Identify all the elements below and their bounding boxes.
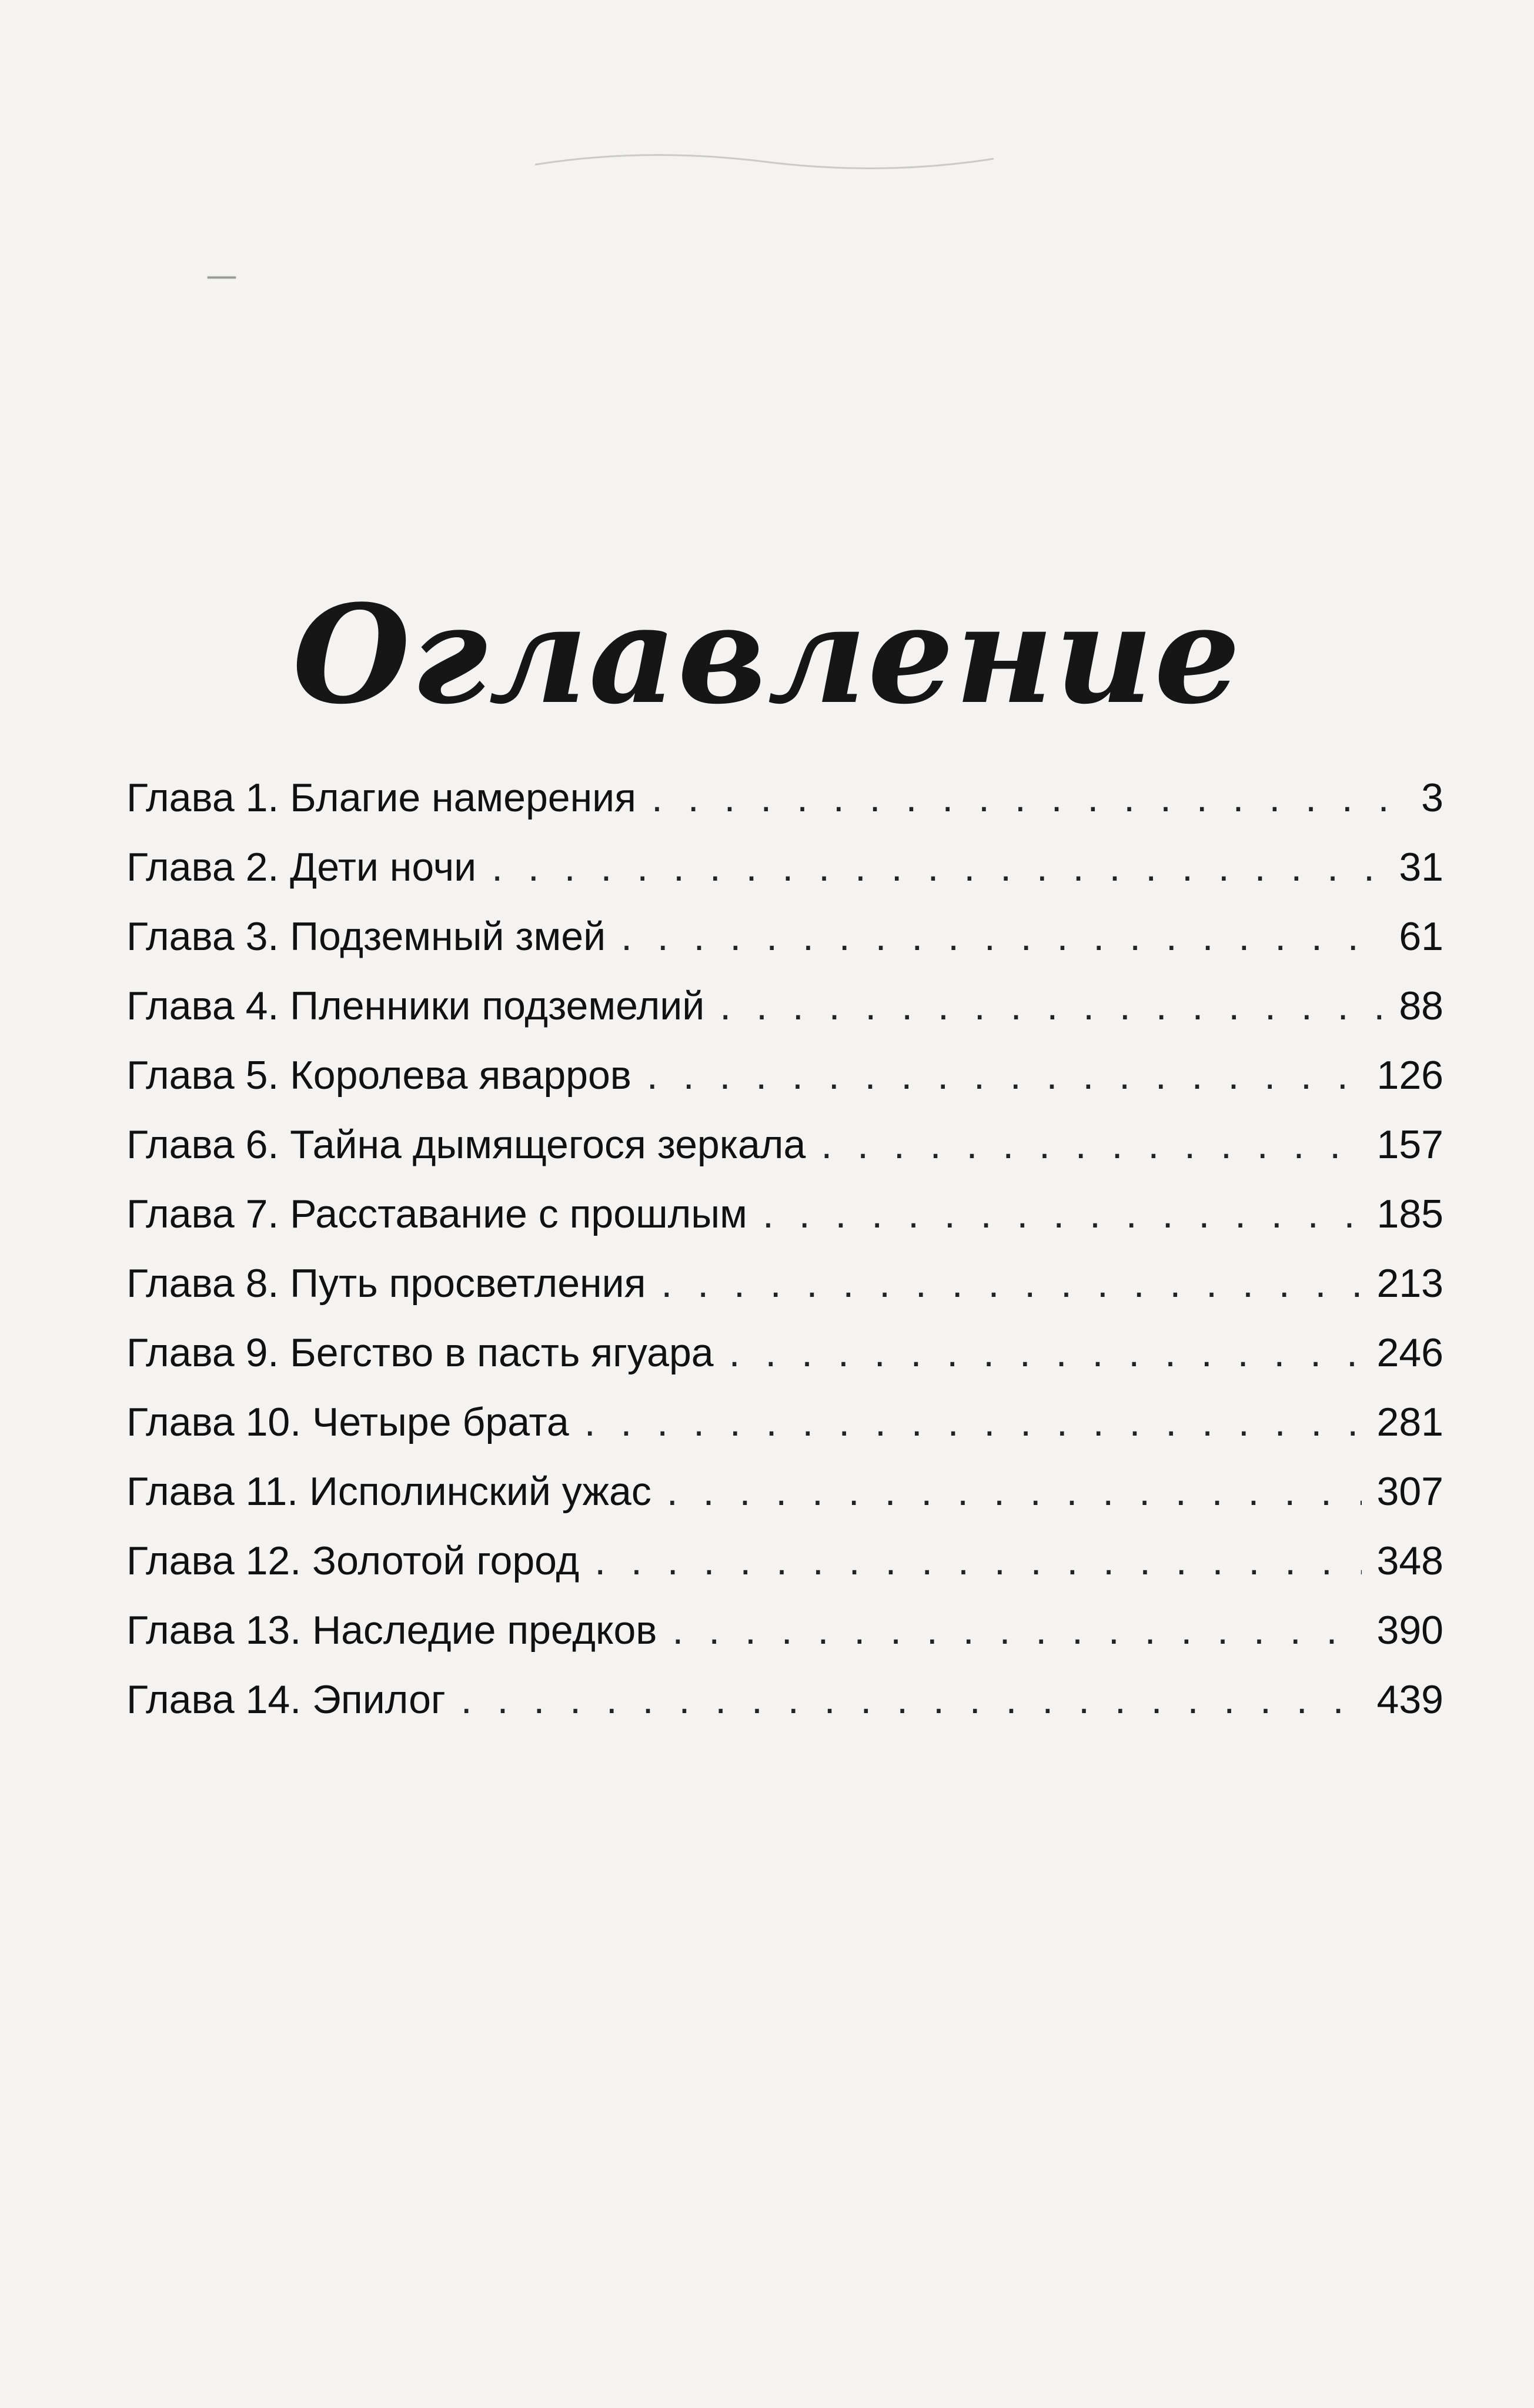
toc-entry[interactable] xyxy=(126,914,1443,983)
toc-page-number: 126 xyxy=(1376,1053,1443,1098)
dot-leader xyxy=(729,1330,1362,1376)
toc-entry-title: Глава 3. Подземный змей xyxy=(126,914,606,959)
dot-leader xyxy=(821,1122,1361,1168)
dot-leader xyxy=(661,1260,1361,1306)
toc-entry[interactable] xyxy=(126,775,1443,844)
toc-entry[interactable] xyxy=(126,1052,1443,1122)
toc-entry[interactable] xyxy=(126,1260,1443,1330)
toc-page-number: 390 xyxy=(1376,1608,1443,1653)
toc-entry-title: Глава 7. Расставание с прошлым xyxy=(126,1192,747,1236)
toc-page-number: 246 xyxy=(1376,1330,1443,1375)
flourish-ornament xyxy=(529,141,1000,176)
toc-page-number: 157 xyxy=(1376,1122,1443,1167)
toc-page-number: 281 xyxy=(1376,1400,1443,1444)
toc-entry-title: Глава 9. Бегство в пасть ягуара xyxy=(126,1330,714,1375)
toc-page-number: 61 xyxy=(1399,914,1443,959)
dot-leader xyxy=(584,1399,1362,1445)
toc-page-number: 307 xyxy=(1376,1469,1443,1514)
toc-entry-title: Глава 8. Путь просветления xyxy=(126,1261,646,1306)
table-of-contents xyxy=(126,775,1443,1746)
toc-entry[interactable] xyxy=(126,1122,1443,1191)
toc-entry-title: Глава 11. Исполинский ужас xyxy=(126,1469,651,1514)
dot-leader xyxy=(763,1191,1362,1237)
dot-leader xyxy=(594,1538,1361,1584)
toc-entry[interactable] xyxy=(126,1538,1443,1607)
dot-leader xyxy=(667,1469,1362,1514)
toc-entry[interactable] xyxy=(126,1191,1443,1260)
dot-leader xyxy=(720,983,1383,1029)
dot-leader xyxy=(492,844,1383,890)
dot-leader xyxy=(651,775,1393,821)
toc-entry-title: Глава 12. Золотой город xyxy=(126,1539,580,1583)
toc-page-number: 88 xyxy=(1399,984,1443,1028)
toc-entry-title: Глава 4. Пленники подземелий xyxy=(126,984,705,1028)
toc-entry-title: Глава 2. Дети ночи xyxy=(126,845,477,889)
toc-entry-title: Глава 14. Эпилог xyxy=(126,1677,446,1722)
toc-entry[interactable] xyxy=(126,983,1443,1052)
dot-leader xyxy=(647,1052,1362,1098)
dot-leader xyxy=(672,1607,1361,1653)
page-title: Оглавление xyxy=(292,576,1242,735)
toc-entry-title: Глава 13. Наследие предков xyxy=(126,1608,657,1653)
toc-entry[interactable] xyxy=(126,1330,1443,1399)
toc-page-number: 213 xyxy=(1376,1261,1443,1306)
toc-page-number: 348 xyxy=(1376,1539,1443,1583)
toc-entry-title: Глава 6. Тайна дымящегося зеркала xyxy=(126,1122,806,1167)
toc-entry[interactable] xyxy=(126,1469,1443,1538)
toc-entry[interactable] xyxy=(126,844,1443,914)
toc-page-number: 439 xyxy=(1376,1677,1443,1722)
dot-leader xyxy=(461,1677,1362,1723)
toc-entry[interactable] xyxy=(126,1399,1443,1469)
dot-leader xyxy=(621,914,1383,959)
toc-page-number: 185 xyxy=(1376,1192,1443,1236)
toc-entry[interactable] xyxy=(126,1677,1443,1746)
show-through-text: — ​​​​​​​​​​​​​​​​​​​​​​​​​​​​​​​​​​​​​​​​​​​​​​​​​​​​​​​​​​​​​​​​​​​​​​​​​​​​​​​​​​​​​​​​​​​​​​​​​​​​​​​​​​​​​​​​​​​​​​​​​ xyxy=(206,257,248,294)
toc-page-number: 3 xyxy=(1421,775,1443,820)
toc-entry-title: Глава 10. Четыре брата xyxy=(126,1400,569,1444)
toc-entry-title: Глава 5. Королева яварров xyxy=(126,1053,631,1098)
toc-entry-title: Глава 1. Благие намерения xyxy=(126,775,636,820)
toc-page-number: 31 xyxy=(1399,845,1443,889)
toc-entry[interactable] xyxy=(126,1607,1443,1677)
